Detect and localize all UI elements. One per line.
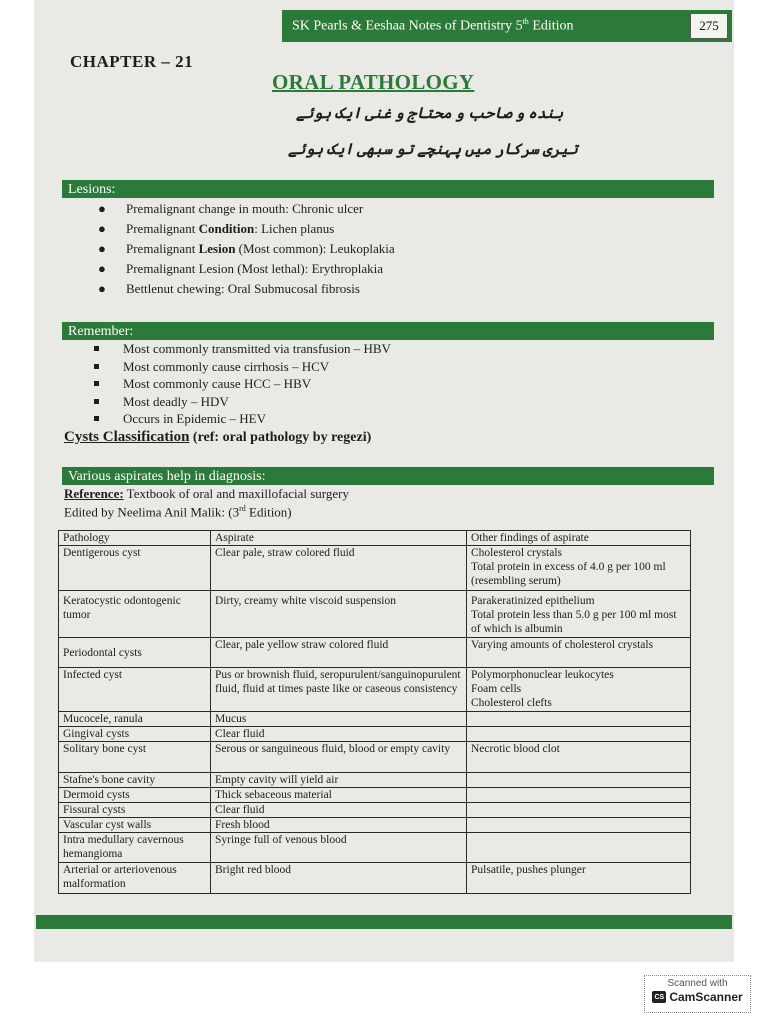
remember-list — [66, 340, 391, 428]
table-row — [59, 773, 691, 788]
chapter-heading: CHAPTER – 21 — [70, 52, 194, 71]
pathology-cell: Gingival cysts — [59, 727, 211, 742]
findings-cell: Polymorphonuclear leukocytes Foam cells Cholesterol clefts — [467, 668, 691, 712]
aspirate-cell: Dirty, creamy white viscoid suspension — [211, 591, 467, 638]
list-item: Most commonly cause HCC – HBV — [66, 375, 391, 393]
remember-label: Remember: — [68, 324, 134, 339]
table-header-row — [59, 531, 691, 546]
bullet-icon: ● — [98, 221, 106, 236]
book-title: SK Pearls & Eeshaa Notes of Dentistry 5th Edition — [292, 17, 574, 34]
scanner-brand-row — [645, 990, 750, 1004]
pathology-cell: Fissural cysts — [59, 803, 211, 818]
table-row — [59, 591, 691, 638]
list-item: ● Premalignant Lesion (Most lethal): Erythroplakia — [66, 259, 395, 279]
book-page — [34, 0, 734, 962]
table-row — [59, 742, 691, 773]
lesions-header-band — [62, 180, 714, 198]
findings-cell — [467, 803, 691, 818]
pathology-cell: Stafne's bone cavity — [59, 773, 211, 788]
list-item: ● Premalignant change in mouth: Chronic ulcer — [66, 199, 395, 219]
table-row — [59, 727, 691, 742]
pathology-cell: Vascular cyst walls — [59, 818, 211, 833]
header-cell: Other findings of aspirate — [467, 531, 691, 546]
aspirate-cell: Empty cavity will yield air — [211, 773, 467, 788]
findings-cell: Necrotic blood clot — [467, 742, 691, 773]
findings-cell — [467, 712, 691, 727]
aspirate-cell: Thick sebaceous material — [211, 788, 467, 803]
table-row — [59, 638, 691, 668]
aspirate-cell: Pus or brownish fluid, seropurulent/sanguinopurulent fluid, fluid at times paste like or caseous consistency — [211, 668, 467, 712]
list-item: ● Premalignant Lesion (Most common): Leukoplakia — [66, 239, 395, 259]
pathology-cell: Dentigerous cyst — [59, 546, 211, 591]
table-row — [59, 712, 691, 727]
table-row — [59, 818, 691, 833]
lesions-list — [66, 199, 395, 299]
pathology-cell: Intra medullary cavernous hemangioma — [59, 833, 211, 863]
remember-header-band — [62, 322, 714, 340]
urdu-couplet-line-1: بندہ و صاحب و محتاج و غنی ایک ہوئے — [296, 106, 564, 122]
bullet-icon: ● — [98, 261, 106, 276]
table-row — [59, 668, 691, 712]
header-cell: Aspirate — [211, 531, 467, 546]
aspirate-cell: Serous or sanguineous fluid, blood or empty cavity — [211, 742, 467, 773]
cysts-classification-heading: Cysts Classification (ref: oral pathology by regezi) — [64, 429, 372, 445]
aspirates-header-band — [62, 467, 714, 485]
aspirates-label: Various aspirates help in diagnosis: — [68, 469, 266, 484]
bullet-icon: ● — [98, 241, 106, 256]
findings-cell: Parakeratinized epithelium Total protein less than 5.0 g per 100 ml most of which is albumin — [467, 591, 691, 638]
findings-cell — [467, 727, 691, 742]
footer-band — [36, 915, 732, 929]
table-row — [59, 833, 691, 863]
list-item: Most commonly cause cirrhosis – HCV — [66, 358, 391, 376]
scanner-brand: CamScanner — [669, 990, 743, 1004]
table-row — [59, 863, 691, 894]
table-row — [59, 788, 691, 803]
aspirate-cell: Syringe full of venous blood — [211, 833, 467, 863]
bullet-icon: ● — [98, 201, 106, 216]
lesions-label: Lesions: — [68, 182, 116, 197]
page-title: ORAL PATHOLOGY — [272, 70, 475, 94]
header-band — [282, 10, 732, 42]
pathology-cell: Solitary bone cyst — [59, 742, 211, 773]
pathology-cell: Periodontal cysts — [59, 638, 211, 668]
aspirates-table — [58, 530, 691, 894]
findings-cell — [467, 833, 691, 863]
square-bullet-icon — [94, 364, 99, 369]
bullet-icon: ● — [98, 281, 106, 296]
list-item: ● Premalignant Condition: Lichen planus — [66, 219, 395, 239]
aspirate-cell: Clear fluid — [211, 803, 467, 818]
pathology-cell: Mucocele, ranula — [59, 712, 211, 727]
aspirate-cell: Mucus — [211, 712, 467, 727]
aspirate-cell: Fresh blood — [211, 818, 467, 833]
list-item: Most commonly transmitted via transfusion – HBV — [66, 340, 391, 358]
findings-cell — [467, 788, 691, 803]
table-row — [59, 803, 691, 818]
findings-cell — [467, 773, 691, 788]
findings-cell — [467, 818, 691, 833]
pathology-cell: Dermoid cysts — [59, 788, 211, 803]
pathology-cell: Keratocystic odontogenic tumor — [59, 591, 211, 638]
camscanner-watermark — [644, 975, 751, 1013]
aspirate-cell: Bright red blood — [211, 863, 467, 894]
aspirate-cell: Clear pale, straw colored fluid — [211, 546, 467, 591]
pathology-cell: Arterial or arteriovenous malformation — [59, 863, 211, 894]
edited-by-line: Edited by Neelima Anil Malik: (3rd Edition) — [64, 504, 292, 520]
square-bullet-icon — [94, 381, 99, 386]
aspirate-cell: Clear, pale yellow straw colored fluid — [211, 638, 467, 668]
reference-line: Reference: Textbook of oral and maxillofacial surgery — [64, 486, 349, 501]
square-bullet-icon — [94, 416, 99, 421]
list-item: Occurs in Epidemic – HEV — [66, 410, 391, 428]
square-bullet-icon — [94, 399, 99, 404]
findings-cell: Varying amounts of cholesterol crystals — [467, 638, 691, 668]
list-item: ● Bettlenut chewing: Oral Submucosal fibrosis — [66, 279, 395, 299]
findings-cell: Pulsatile, pushes plunger — [467, 863, 691, 894]
pathology-cell: Infected cyst — [59, 668, 211, 712]
findings-cell: Cholesterol crystals Total protein in excess of 4.0 g per 100 ml (resembling serum) — [467, 546, 691, 591]
page-number: 275 — [690, 13, 728, 39]
scanned-with-label: Scanned with — [667, 978, 728, 989]
square-bullet-icon — [94, 346, 99, 351]
aspirate-cell: Clear fluid — [211, 727, 467, 742]
table-row — [59, 546, 691, 591]
urdu-couplet-line-2: تیری سرکار میں پہنچے تو سبھی ایک ہوئے — [288, 142, 578, 158]
header-cell: Pathology — [59, 531, 211, 546]
list-item: Most deadly – HDV — [66, 393, 391, 411]
camscanner-logo-icon: CS — [652, 991, 666, 1003]
